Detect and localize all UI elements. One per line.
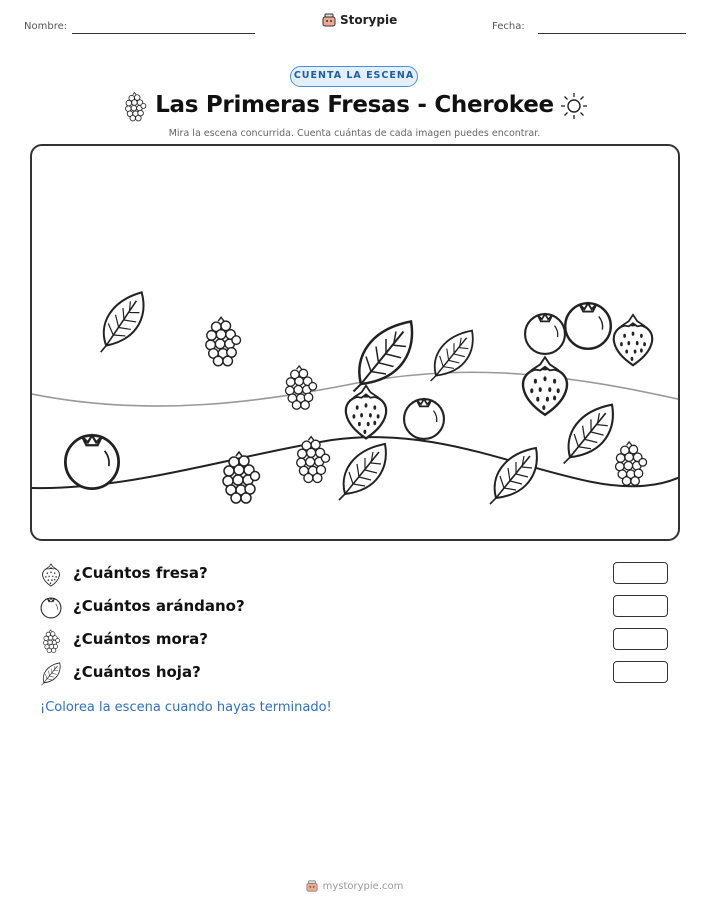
leaf-item: [339, 444, 386, 500]
blackberry-icon: [40, 629, 62, 653]
answer-box[interactable]: [613, 595, 668, 617]
question-row: [40, 628, 670, 654]
scene-frame: [30, 144, 680, 541]
question-text: ¿Cuántos arándano?: [73, 597, 245, 615]
section-badge: CUENTA LA ESCENA: [290, 66, 418, 87]
question-row: [40, 595, 670, 621]
page-title: Las Primeras Fresas - Cherokee: [155, 92, 554, 118]
question-text: ¿Cuántos hoja?: [73, 663, 201, 681]
leaf-item: [354, 322, 413, 392]
blueberry-item: [525, 314, 565, 354]
leaf-item: [564, 405, 613, 464]
footer: [0, 880, 709, 895]
storypie-logo-icon: [322, 13, 336, 27]
blueberry-item: [404, 399, 444, 439]
answer-box[interactable]: [613, 562, 668, 584]
blackberry-item: [286, 366, 317, 409]
answer-box[interactable]: [613, 628, 668, 650]
blackberry-item: [223, 452, 260, 503]
blueberry-icon: [40, 596, 62, 620]
instructions: Mira la escena concurrida. Cuenta cuántas de cada imagen puedes encontrar.: [168, 128, 541, 139]
question-text: ¿Cuántos mora?: [73, 630, 208, 648]
strawberry-item: [346, 386, 386, 439]
name-field[interactable]: [72, 33, 255, 34]
blackberry-item: [297, 437, 330, 483]
coloring-instruction: ¡Colorea la escena cuando hayas terminado!: [40, 700, 332, 715]
answer-box[interactable]: [613, 661, 668, 683]
name-label: Nombre:: [24, 21, 68, 32]
leaf-icon: [40, 662, 62, 686]
question-row: [40, 562, 670, 588]
brand-logo: [322, 13, 397, 27]
strawberry-item: [614, 315, 652, 365]
leaf-item: [96, 292, 148, 352]
blueberry-item: [565, 303, 611, 349]
strawberry-item: [523, 357, 567, 415]
brand-name: Storypie: [340, 13, 398, 27]
leaf-item: [431, 331, 473, 381]
strawberry-icon: [40, 563, 62, 587]
question-row: [40, 661, 670, 687]
blackberry-item: [616, 442, 647, 485]
date-label: Fecha:: [492, 21, 525, 32]
date-field[interactable]: [538, 33, 686, 34]
blackberry-item: [206, 317, 241, 365]
blueberry-item: [65, 435, 118, 488]
storypie-logo-icon: [306, 880, 318, 892]
sun-icon: [560, 92, 588, 120]
question-text: ¿Cuántos fresa?: [73, 564, 208, 582]
footer-url[interactable]: mystorypie.com: [322, 880, 404, 892]
